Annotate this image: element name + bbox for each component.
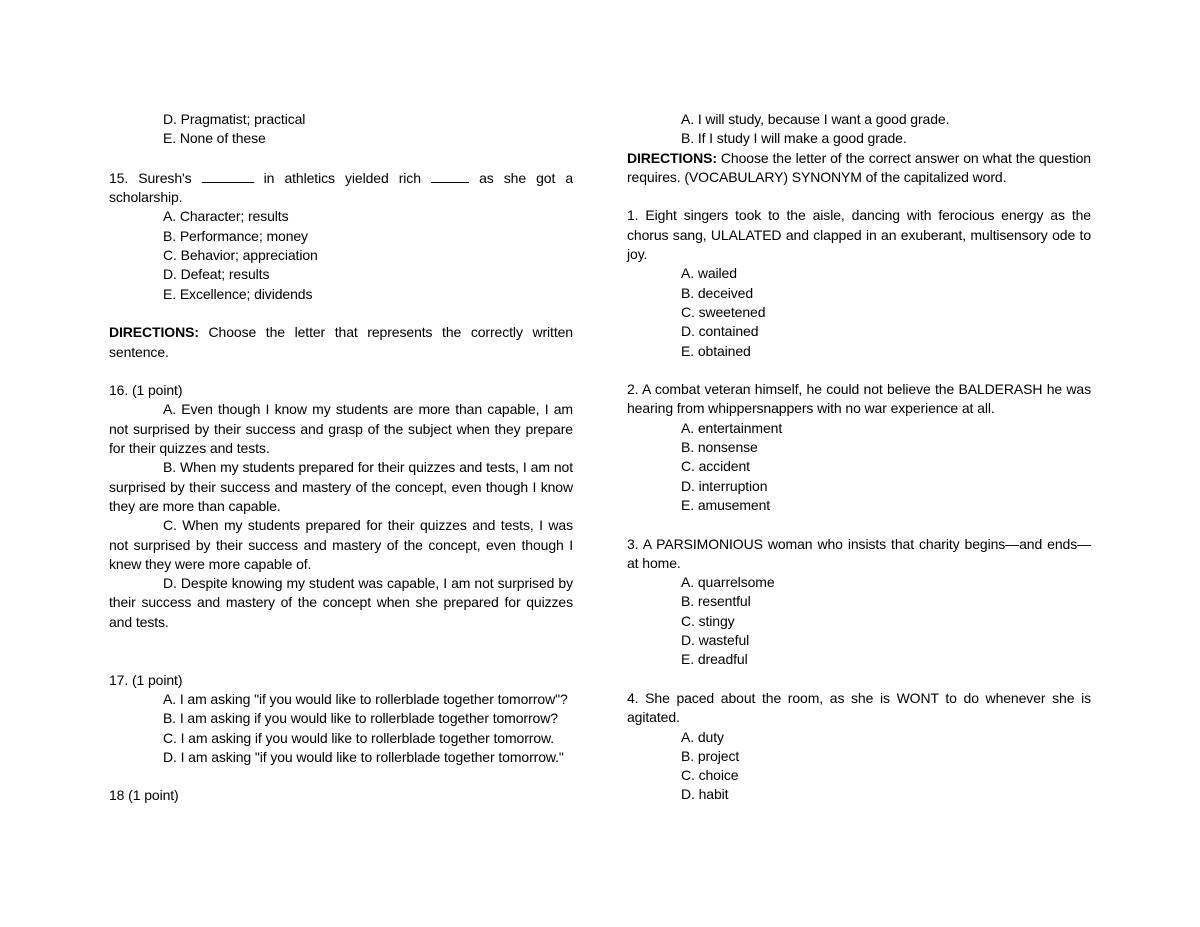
q17-header: 17. (1 point) bbox=[109, 671, 183, 688]
v2-option-a: A. entertainment bbox=[681, 419, 783, 436]
q18-header: 18 (1 point) bbox=[109, 787, 179, 804]
q17-option-a: A. I am asking "if you would like to rollerblade together tomorrow"? bbox=[163, 690, 568, 707]
v4-option-a: A. duty bbox=[681, 728, 724, 745]
q16-option-c: C. When my students prepared for their quizzes and tests, I was not surprised by their success and mastery of the concept, even though I knew they were more capable of. bbox=[109, 517, 573, 572]
right-column bbox=[627, 110, 1091, 805]
directions-text: Choose the letter that represents the correctly written sentence. bbox=[109, 324, 573, 360]
directions-grammar bbox=[109, 323, 573, 362]
q15-option-e: E. Excellence; dividends bbox=[163, 285, 313, 302]
q17-option-c: C. I am asking if you would like to rollerblade together tomorrow. bbox=[163, 729, 555, 746]
q16-option-b: B. When my students prepared for their quizzes and tests, I am not surprised by their success and mastery of the concept, even though I know they are more than capable. bbox=[109, 459, 573, 514]
q15-option-b: B. Performance; money bbox=[163, 227, 308, 244]
v4-option-d: D. habit bbox=[681, 786, 729, 803]
v3-option-c: C. stingy bbox=[681, 612, 735, 629]
q16-option-a: A. Even though I know my students are more than capable, I am not surprised by their success and grasp of the subject when they prepare for their quizzes and tests. bbox=[109, 401, 573, 457]
q15-prefix: 15. Suresh's bbox=[109, 169, 192, 186]
q16-option-d: D. Despite knowing my student was capable, I am not surprised by their success and mastery of the concept when she prepared for quizzes and tests. bbox=[109, 575, 573, 630]
v2-option-e: E. amusement bbox=[681, 496, 771, 513]
q14-option-d: D. Pragmatist; practical bbox=[163, 111, 306, 127]
v1-option-c: C. sweetened bbox=[681, 303, 766, 320]
directions-label: DIRECTIONS: bbox=[627, 149, 717, 166]
q15-question bbox=[109, 168, 573, 208]
q15-blank-2 bbox=[431, 168, 469, 183]
v3-question: 3. A PARSIMONIOUS woman who insists that charity begins—and ends—at home. bbox=[627, 535, 1091, 571]
v3-option-e: E. dreadful bbox=[681, 651, 748, 668]
v2-option-d: D. interruption bbox=[681, 477, 768, 494]
q14-option-e: E. None of these bbox=[163, 130, 266, 147]
v1-option-b: B. deceived bbox=[681, 284, 754, 301]
q16-header: 16. (1 point) bbox=[109, 382, 183, 399]
v2-option-c: C. accident bbox=[681, 458, 750, 475]
v3-option-d: D. wasteful bbox=[681, 632, 750, 649]
directions-label: DIRECTIONS: bbox=[109, 324, 199, 341]
q15-middle: in athletics yielded rich bbox=[263, 169, 421, 186]
v2-option-b: B. nonsense bbox=[681, 439, 758, 456]
v1-question: 1. Eight singers took to the aisle, dancing with ferocious energy as the chorus sang, ULALATED and clapped in an exuberant, multisensory ode to joy. bbox=[627, 207, 1091, 263]
v4-option-c: C. choice bbox=[681, 767, 739, 784]
prev-option-b: B. If I study I will make a good grade. bbox=[681, 130, 907, 147]
q15-option-a: A. Character; results bbox=[163, 208, 289, 225]
v2-question: 2. A combat veteran himself, he could not believe the BALDERASH he was hearing from whippersnappers with no war experience at all. bbox=[627, 381, 1091, 417]
directions-vocabulary bbox=[627, 149, 1091, 188]
v4-option-b: B. project bbox=[681, 747, 740, 764]
q17-option-d: D. I am asking "if you would like to rollerblade together tomorrow." bbox=[163, 748, 564, 765]
prev-option-a: A. I will study, because I want a good grade. bbox=[681, 111, 950, 127]
q15-option-c: C. Behavior; appreciation bbox=[163, 247, 318, 264]
v1-option-a: A. wailed bbox=[681, 265, 737, 282]
v4-question: 4. She paced about the room, as she is WONT to do whenever she is agitated. bbox=[627, 689, 1091, 726]
v3-option-b: B. resentful bbox=[681, 593, 751, 610]
q15-blank-1 bbox=[202, 168, 254, 183]
directions-text: Choose the letter of the correct answer on what the question requires. (VOCABULARY) SYNONYM of the capitalized word. bbox=[627, 149, 1091, 185]
q15-option-d: D. Defeat; results bbox=[163, 266, 270, 283]
q15-suffix: as she got a scholarship. bbox=[109, 169, 574, 206]
v1-option-d: D. contained bbox=[681, 323, 759, 340]
q17-option-b: B. I am asking if you would like to rollerblade together tomorrow? bbox=[163, 710, 558, 727]
left-column bbox=[109, 110, 573, 806]
v1-option-e: E. obtained bbox=[681, 342, 751, 359]
v3-option-a: A. quarrelsome bbox=[681, 574, 775, 591]
